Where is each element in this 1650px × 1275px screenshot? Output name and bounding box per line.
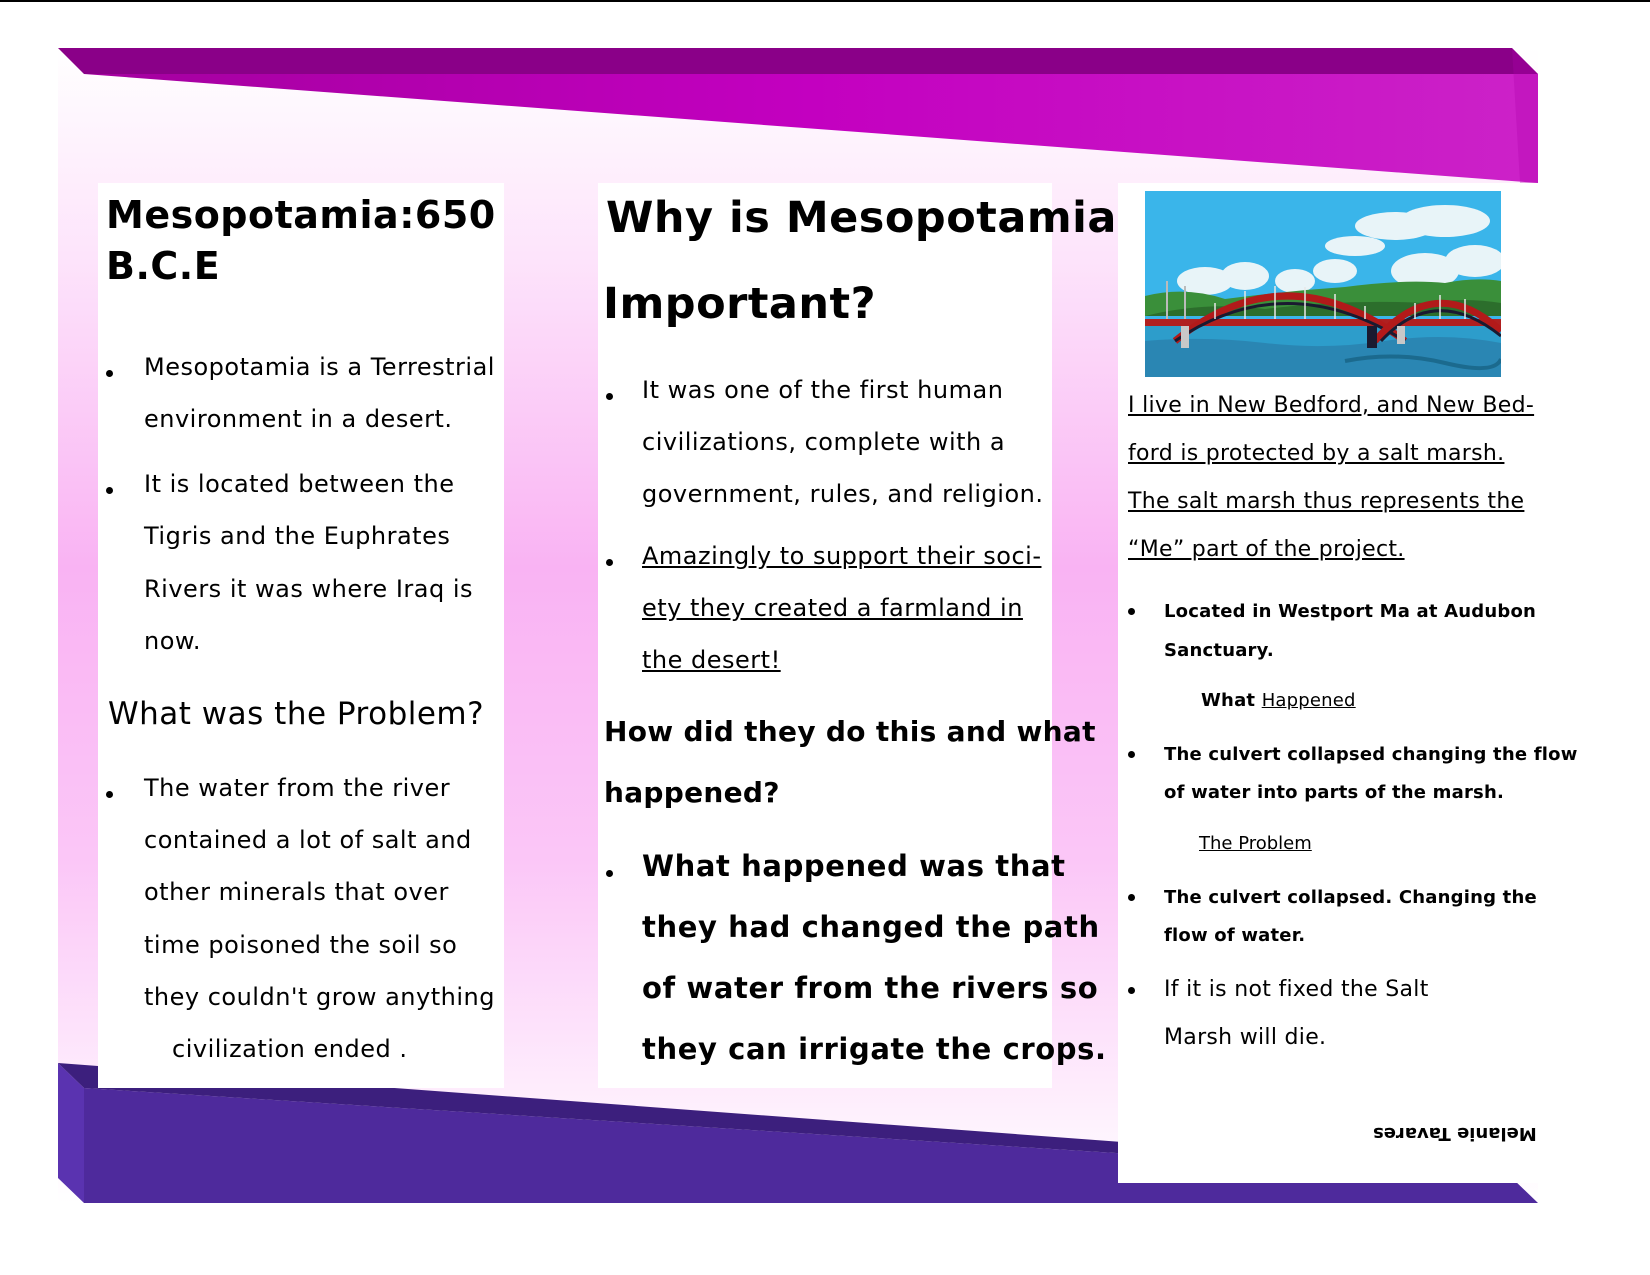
title-line-1: Why is Mesopotamia xyxy=(606,193,1117,243)
left-panel xyxy=(98,183,504,1088)
bullet2-line1: It is located between the xyxy=(144,470,455,498)
bullet-dot xyxy=(606,393,613,400)
problem-heading: What was the Problem? xyxy=(108,696,485,732)
bullet1-line1: Mesopotamia is a Terrestrial xyxy=(144,353,495,381)
bullet-dot xyxy=(106,487,113,494)
bullet-dot xyxy=(1128,894,1135,901)
bullet3-line4: they can irrigate the crops. xyxy=(642,1032,1107,1066)
signature-upside-down: Melanie Tavares xyxy=(1373,1123,1537,1144)
bullet3-line2: they had changed the path xyxy=(642,910,1100,944)
top-magenta-band xyxy=(0,0,1650,200)
bridge-image xyxy=(1145,191,1501,377)
bullet-dot xyxy=(606,559,613,566)
bullet1-line1: It was one of the first human xyxy=(642,376,1004,404)
bullet-dot xyxy=(1128,751,1135,758)
question-line2: happened? xyxy=(604,776,780,809)
question-line1: How did they do this and what xyxy=(604,715,1096,748)
problem-label: The Problem xyxy=(1199,833,1312,854)
bullet3-line1: The water from the river xyxy=(144,774,451,802)
bullet-dot xyxy=(1128,987,1135,994)
bullet3-line3: of water from the rivers so xyxy=(642,971,1099,1005)
bullet1-line1: Located in Westport Ma at Audubon xyxy=(1164,601,1537,622)
bullet1-line3: government, rules, and religion. xyxy=(642,480,1044,508)
bullet-dot xyxy=(106,370,113,377)
bullet3-line2: flow of water. xyxy=(1164,925,1306,946)
bullet3-line6: civilization ended . xyxy=(172,1035,408,1063)
intro-line2: ford is protected by a salt marsh. xyxy=(1128,441,1505,466)
bullet1-line2: environment in a desert. xyxy=(144,405,453,433)
what-happened-label: What Happened xyxy=(1201,690,1356,711)
bullet4-line2: Marsh will die. xyxy=(1164,1025,1327,1050)
bullet2-line2: ety they created a farmland in xyxy=(642,594,1023,622)
title-line-2: B.C.E xyxy=(106,244,221,288)
bullet1-line2: Sanctuary. xyxy=(1164,640,1274,661)
bullet2-line2: Tigris and the Euphrates xyxy=(144,522,451,550)
bullet2-line3: Rivers it was where Iraq is xyxy=(144,575,474,603)
title-line-1: Mesopotamia:650 xyxy=(106,193,496,237)
bullet2-line1: The culvert collapsed changing the flow xyxy=(1164,744,1578,765)
bullet2-line2: of water into parts of the marsh. xyxy=(1164,782,1505,803)
right-panel xyxy=(1118,183,1578,1183)
intro-line1: I live in New Bedford, and New Bed- xyxy=(1128,393,1535,418)
middle-panel xyxy=(598,183,1117,1088)
intro-line4: “Me” part of the project. xyxy=(1128,537,1405,562)
bullet3-line5: they couldn't grow anything xyxy=(144,983,495,1011)
bullet2-line3: the desert! xyxy=(642,646,781,674)
bullet3-line3: other minerals that over xyxy=(144,878,449,906)
bullet3-line1: What happened was that xyxy=(642,849,1066,883)
bullet3-line2: contained a lot of salt and xyxy=(144,826,472,854)
bullet-dot xyxy=(1128,608,1135,615)
bullet1-line2: civilizations, complete with a xyxy=(642,428,1006,456)
bullet2-line4: now. xyxy=(144,627,201,655)
intro-line3: The salt marsh thus represents the xyxy=(1128,489,1525,514)
bullet4-line1: If it is not fixed the Salt xyxy=(1164,977,1429,1002)
bullet-dot xyxy=(606,870,613,877)
title-line-2: Important? xyxy=(603,279,877,329)
bullet3-line1: The culvert collapsed. Changing the xyxy=(1164,887,1537,908)
bullet2-line1: Amazingly to support their soci- xyxy=(642,542,1042,570)
bullet3-line4: time poisoned the soil so xyxy=(144,931,458,959)
bullet-dot xyxy=(106,791,113,798)
